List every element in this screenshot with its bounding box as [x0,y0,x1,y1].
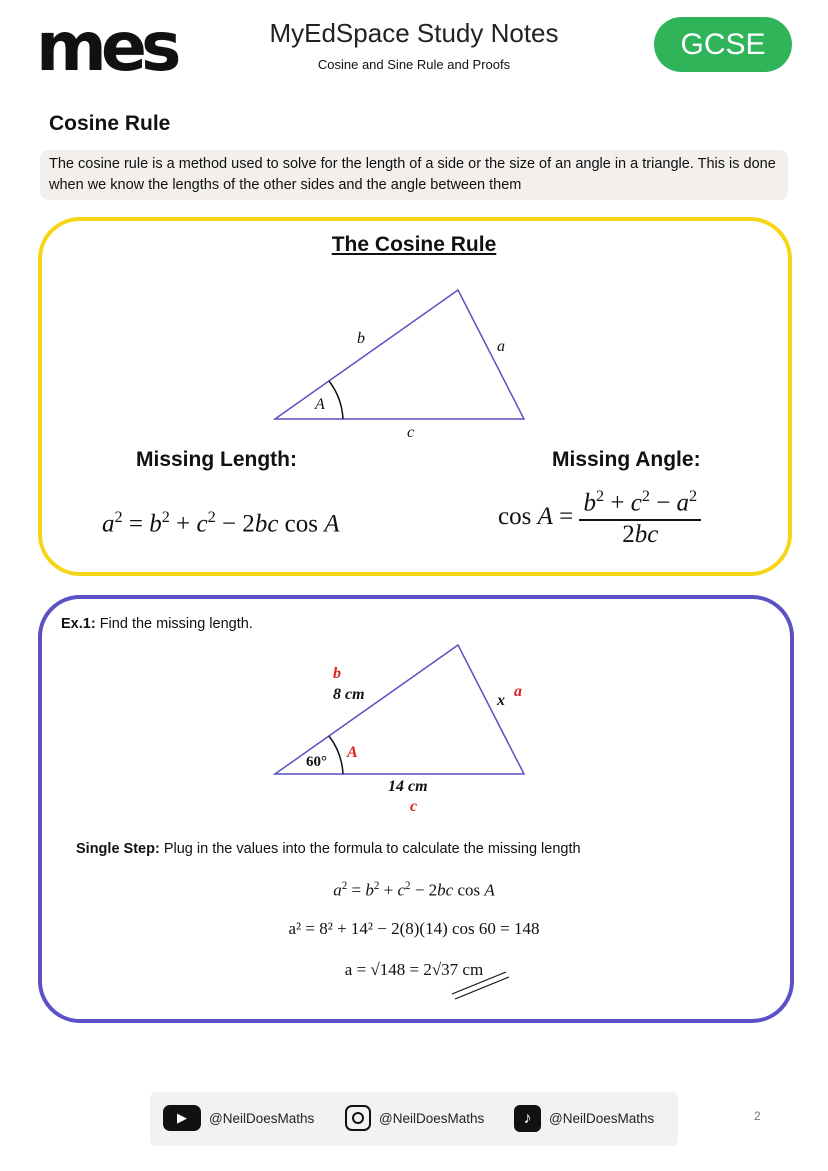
formula-line-2: a² = 8² + 14² − 2(8)(14) cos 60 = 148 [288,919,540,938]
side-c-value: 14 cm [388,778,428,795]
label-a: a [497,338,505,355]
label-b: b [357,330,365,347]
red-A: A [347,744,358,761]
instagram-handle: @NeilDoesMaths [379,1110,485,1126]
red-b: b [333,665,341,682]
side-x: x [497,692,505,709]
youtube-icon: ▶ [163,1105,201,1131]
header-subtitle: Cosine and Sine Rule and Proofs [317,57,511,72]
red-a: a [514,683,522,700]
length-formula: $a^2 = b^2 + c^2 - 2bc$ cos A [102,508,340,538]
header-title: MyEdSpace Study Notes [269,18,559,48]
instagram-icon [345,1105,371,1131]
gcse-badge: GCSE [654,17,792,72]
example-prompt [61,616,253,632]
step-line [76,841,581,857]
angle-value: 60° [306,754,327,770]
step-text: Plug in the values into the formula to calculate the missing length [163,841,581,857]
instagram-link[interactable] [345,1105,484,1131]
example-label: Ex.1: [61,616,96,632]
step-label: Single Step: [76,841,160,857]
intro-text: The cosine rule is a method used to solve for the length of a side or the size of an angle in a triangle. This is done when we know the lengths of the other sides and the angle between them [40,150,788,200]
missing-angle-label: Missing Angle: [552,448,701,471]
section-title: Cosine Rule [49,112,171,135]
example-text: Find the missing length. [99,616,253,632]
angle-formula: cos A = $\frac{b^2 + c^2 - a^2}{2bc}$ [498,487,701,549]
missing-length-label: Missing Length: [136,448,297,471]
label-c: c [407,424,415,441]
tiktok-link[interactable] [514,1105,654,1132]
formula-line-3: a = √148 = 2√37 cm [344,960,484,979]
youtube-link[interactable] [163,1105,314,1131]
tiktok-handle: @NeilDoesMaths [549,1111,655,1126]
youtube-handle: @NeilDoesMaths [209,1110,315,1126]
angle-arc-1 [329,381,343,419]
page-number: 2 [754,1109,761,1123]
red-c: c [410,798,418,815]
svg-text:mes: mes [36,12,176,82]
cosine-rule-title: The Cosine Rule [331,233,497,256]
formula-line-1: $a^2 = b^2 + c^2 - 2bc$ cos A [333,880,495,900]
tiktok-icon: ♪ [514,1105,541,1132]
label-A: A [315,396,325,413]
triangle-1 [275,290,524,419]
side-b-value: 8 cm [333,686,365,703]
